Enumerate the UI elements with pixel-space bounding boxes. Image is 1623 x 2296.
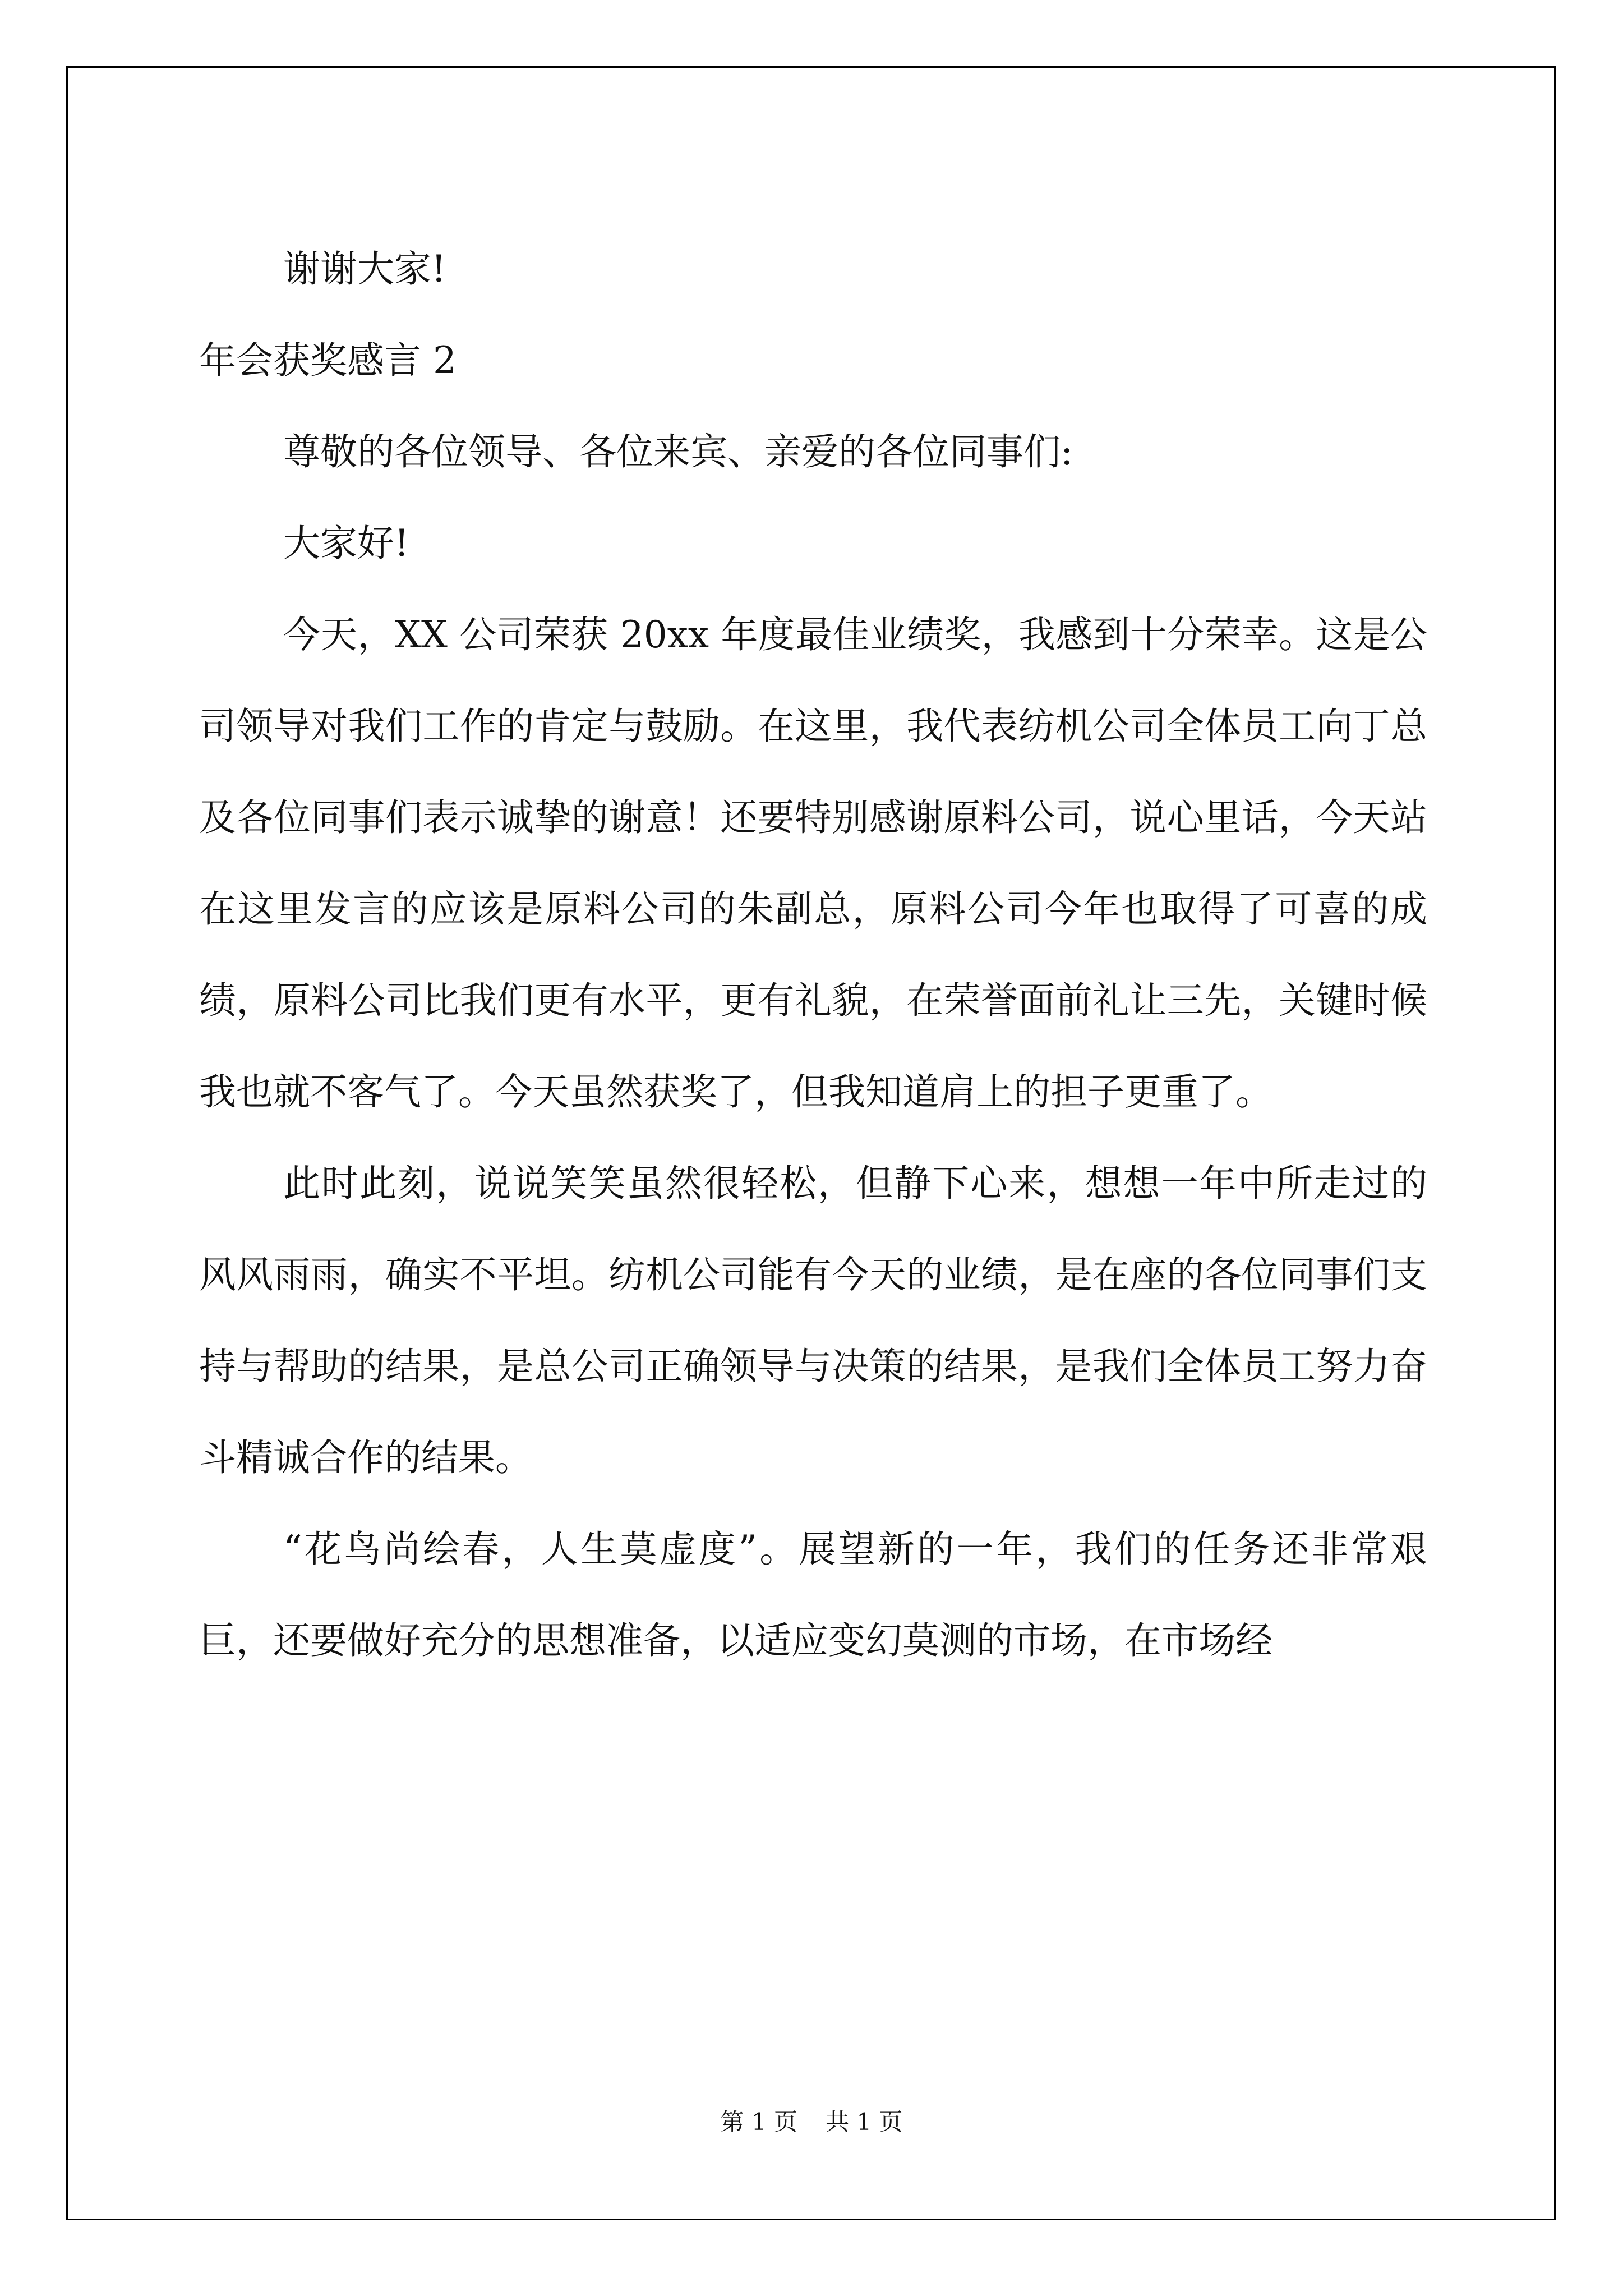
page-number-total: 共 1 页 bbox=[826, 2108, 903, 2136]
page-number-current: 第 1 页 bbox=[720, 2108, 797, 2136]
document-body bbox=[199, 223, 1427, 1686]
section-title: 年会获奖感言 2 bbox=[199, 339, 457, 382]
paragraph-award: 今天，XX 公司荣获 20xx 年度最佳业绩奖，我感到十分荣幸。这是公司领导对我们工作的肯定与鼓励。在这里，我代表纺机公司全体员工向丁总及各位同事们表示诚挚的谢意！还要特别感谢原料公司，说心里话，今天站在这里发言的应该是原料公司的朱副总，原料公司今年也取得了可喜的成绩，原料公司比我们更有水平，更有礼貌，在荣誉面前礼让三先，关键时候我也就不客气了。今天虽然获奖了，但我知道肩上的担子更重了。 bbox=[199, 613, 1427, 1114]
paragraph-salutation: 尊敬的各位领导、各位来宾、亲爱的各位同事们: bbox=[283, 430, 1073, 473]
paragraph-greeting: 大家好! bbox=[283, 522, 409, 565]
paragraph-reflection: 此时此刻，说说笑笑虽然很轻松，但静下心来，想想一年中所走过的风风雨雨，确实不平坦。纺机公司能有今天的业绩，是在座的各位同事们支持与帮助的结果，是总公司正确领导与决策的结果，是我们全体员工努力奋斗精诚合作的结果。 bbox=[199, 1162, 1427, 1479]
paragraph-outlook: “花鸟尚绘春，人生莫虚度”。展望新的一年，我们的任务还非常艰巨，还要做好充分的思想准备，以适应变幻莫测的市场，在市场经 bbox=[199, 1527, 1427, 1662]
page-footer bbox=[0, 2104, 1623, 2137]
paragraph-thanks: 谢谢大家! bbox=[283, 247, 446, 291]
